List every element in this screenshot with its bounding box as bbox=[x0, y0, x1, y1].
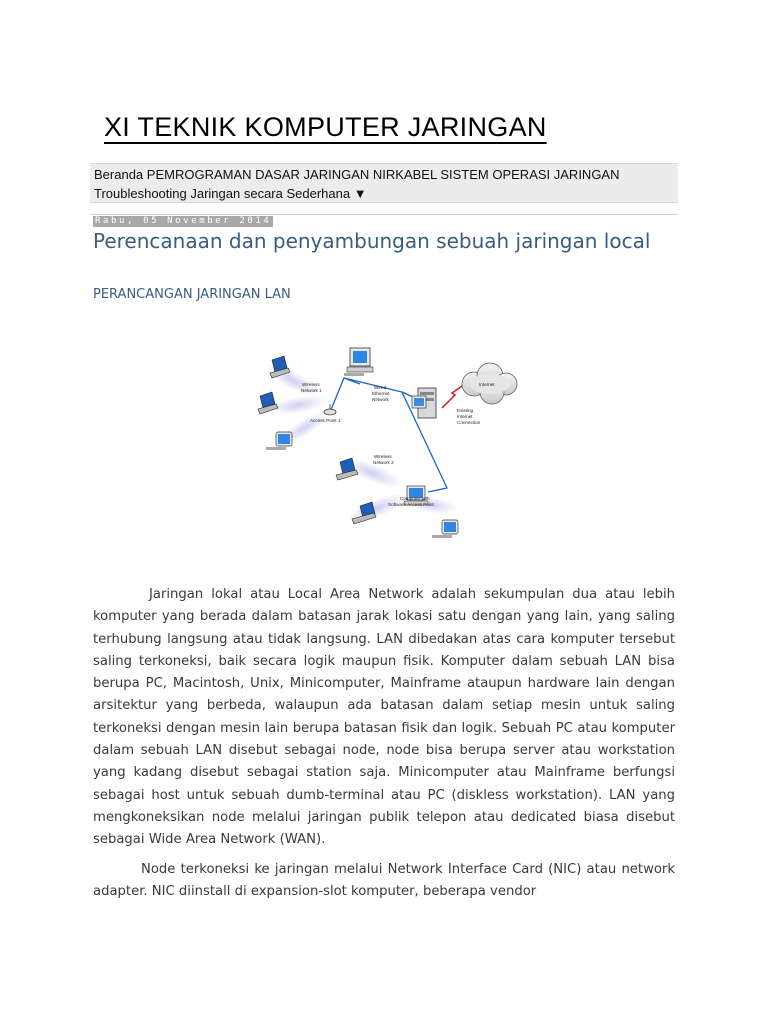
wired-network-label-line: Network bbox=[372, 397, 389, 402]
existing-connection-label-line: Connection bbox=[457, 420, 481, 425]
wireless-network-1-label-line: Wireless bbox=[302, 382, 320, 387]
wireless-halo-2 bbox=[339, 453, 459, 529]
desktop-computer-icon bbox=[266, 432, 292, 450]
header-divider bbox=[90, 214, 678, 215]
nav-item-sistem-operasi-jaringan[interactable]: SISTEM OPERASI JARINGAN bbox=[440, 167, 620, 182]
access-point-icon bbox=[324, 404, 336, 415]
wired-network-label bbox=[372, 385, 391, 402]
wireless-network-1-label-line: Network 1 bbox=[301, 388, 322, 393]
desktop-computer-icon bbox=[432, 520, 458, 538]
nav-bar bbox=[90, 163, 678, 203]
software-access-point-label-line: Computer with bbox=[400, 496, 430, 501]
wired-network-label-line: Ethernet bbox=[372, 391, 390, 396]
nav-item-pemrograman-dasar[interactable]: PEMROGRAMAN DASAR bbox=[146, 167, 300, 182]
wireless-network-2-label-line: Wireless bbox=[374, 454, 392, 459]
existing-connection-label-line: Internet bbox=[457, 414, 473, 419]
post-title[interactable]: Perencanaan dan penyambungan sebuah jaringan local bbox=[93, 229, 651, 253]
blog-title[interactable]: XI TEKNIK KOMPUTER JARINGAN bbox=[104, 112, 547, 142]
existing-connection-label bbox=[457, 408, 481, 425]
post-date: Rabu, 05 November 2014 bbox=[95, 216, 272, 226]
wireless-network-2-label bbox=[373, 454, 394, 465]
software-access-point-label-line: Software Access Point bbox=[388, 502, 434, 507]
access-point-1-label: Access Point 1 bbox=[310, 418, 341, 423]
network-diagram-image bbox=[252, 340, 522, 550]
nav-item-beranda[interactable]: Beranda bbox=[94, 167, 144, 182]
server-icon bbox=[412, 388, 436, 418]
desktop-computer-icon bbox=[344, 348, 373, 376]
nav-more-dropdown-icon[interactable]: ▼ bbox=[353, 186, 367, 201]
body-paragraph: Node terkoneksi ke jaringan melalui Network Interface Card (NIC) atau network adapter. NIC diinstall di expansion-slot komputer, beberapa vendor bbox=[93, 861, 675, 899]
internet-label: Internet bbox=[479, 382, 495, 387]
post-body bbox=[93, 584, 675, 910]
internet-link-bolt bbox=[442, 384, 465, 408]
nav-item-troubleshooting[interactable]: Troubleshooting Jaringan secara Sederhana bbox=[94, 186, 351, 201]
nav-item-jaringan-nirkabel[interactable]: JARINGAN NIRKABEL bbox=[303, 167, 437, 182]
wireless-network-2-label-line: Network 2 bbox=[373, 460, 394, 465]
existing-connection-label-line: Existing bbox=[457, 408, 474, 413]
section-heading: PERANCANGAN JARINGAN LAN bbox=[93, 287, 291, 302]
body-paragraph: Jaringan lokal atau Local Area Network adalah sekumpulan dua atau lebih komputer yang berada dalam batasan jarak lokasi satu dengan yang lain, yang saling terhubung langsung atau tidak langsung. LAN dibedakan atas cara komputer tersebut saling terkoneksi, baik secara logik maupun fisik. Komputer dalam sebuah LAN bisa berupa PC, Macintosh, Unix, Minicomputer, Mainframe ataupun hardware lain dengan arsitektur yang berbeda, walaupun ada batasan dalam setiap mesin untuk saling terkoneksi dengan mesin lain berupa batasan fisik dan logik. Sebuah PC atau komputer dalam sebuah LAN disebut sebagai node, node bisa berupa server atau workstation yang kadang disebut sebagai station saja. Minicomputer atau Mainframe berfungsi sebagai host untuk sebuah dumb-terminal atau PC (diskless workstation). LAN yang mengkoneksikan node melalui jaringan publik telepon atau dedicated biasa disebut sebagai Wide Area Network (WAN). bbox=[93, 587, 675, 848]
wireless-network-1-label bbox=[301, 382, 322, 393]
wired-network-label-line: Wired bbox=[374, 385, 386, 390]
